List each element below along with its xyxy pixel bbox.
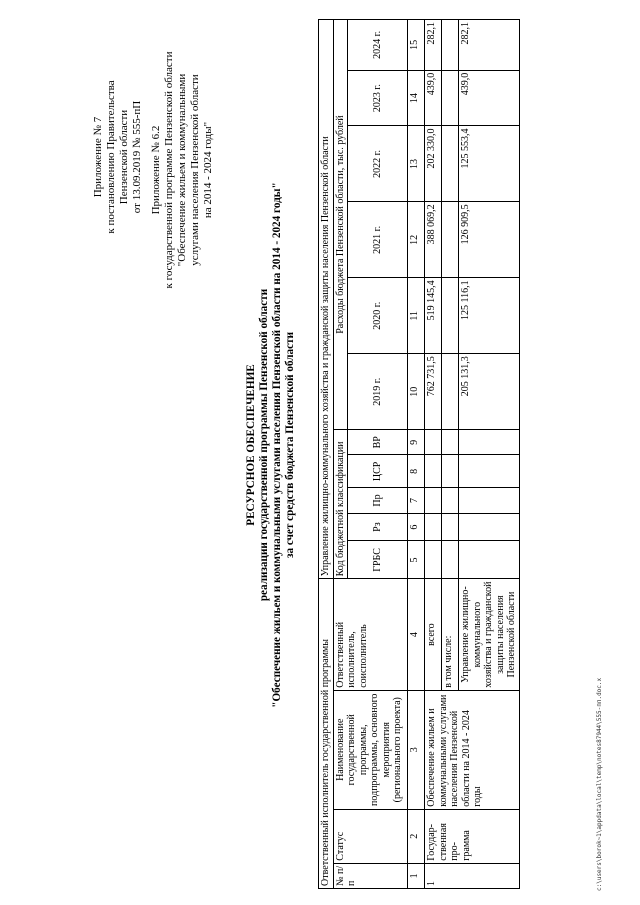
header-year: 2019 г. — [348, 354, 408, 430]
empty-cell — [442, 455, 459, 488]
resp-exec-value: Управление жилищно-коммунального хозяйства и гражданской защиты населения Пензенской области — [319, 20, 334, 579]
empty-cell — [442, 20, 459, 71]
title-line: реализации государственной программы Пензенской области — [258, 288, 270, 602]
column-number: 13 — [408, 126, 425, 202]
program-appendix-header — [150, 35, 215, 305]
column-number: 3 — [408, 690, 425, 809]
column-number: 14 — [408, 70, 425, 126]
header-year: 2021 г. — [348, 202, 408, 278]
empty-cell — [442, 126, 459, 202]
header-year: 2022 г. — [348, 126, 408, 202]
header-status: Статус — [333, 809, 408, 863]
row-number: 1 — [425, 863, 520, 888]
header-code-col: Рз — [348, 513, 408, 541]
column-number: 6 — [408, 513, 425, 541]
title-line: РЕСУРСНОЕ ОБЕСПЕЧЕНИЕ — [245, 364, 257, 526]
column-number: 5 — [408, 541, 425, 579]
header-code-col: Пр — [348, 488, 408, 513]
appendix-line: услугами населения Пензенской области — [189, 74, 201, 266]
empty-cell — [459, 455, 520, 488]
header-name: Наименование государственной программы, подпрограммы, основного мероприятия (регионального проекта) — [333, 690, 408, 809]
appendix-line: к государственной программе Пензенской области — [163, 51, 175, 289]
executor-value: 439,0 — [459, 70, 520, 126]
executor-value: 125 553,4 — [459, 126, 520, 202]
empty-cell — [459, 541, 520, 579]
empty-cell — [459, 488, 520, 513]
document-title — [245, 45, 297, 845]
header-code-col: ВР — [348, 430, 408, 455]
header-budget-code: Код бюджетной классификации — [333, 430, 348, 579]
empty-cell — [442, 354, 459, 430]
footer-file-path: c:\users\borok~1\appdata\local\temp\notes87944\555-пп.doc.x — [596, 677, 603, 891]
empty-cell — [425, 541, 442, 579]
resp-exec-label: Ответственный исполнитель государственной программы — [319, 579, 334, 889]
empty-cell — [459, 430, 520, 455]
appendix-line: "Обеспечение жильем и коммунальными — [176, 73, 188, 267]
column-number: 4 — [408, 579, 425, 690]
resource-table — [318, 19, 520, 889]
executor-value: 125 116,1 — [459, 278, 520, 354]
column-number: 1 — [408, 863, 425, 888]
column-number: 8 — [408, 455, 425, 488]
total-value: 519 145,4 — [425, 278, 442, 354]
row-program-name: Обеспечение жильем и коммунальными услугами населения Пензенской области на 2014 - 2024 годы — [425, 690, 520, 809]
column-number: 15 — [408, 20, 425, 71]
appendix-line: на 2014 - 2024 годы" — [202, 121, 214, 219]
empty-cell — [442, 430, 459, 455]
empty-cell — [459, 513, 520, 541]
header-year: 2020 г. — [348, 278, 408, 354]
header-year: 2024 г. — [348, 20, 408, 71]
appendix-line: Приложение № 7 — [92, 116, 104, 198]
column-number: 9 — [408, 430, 425, 455]
title-line: за счет средств бюджета Пензенской области — [284, 331, 296, 559]
header-year: 2023 г. — [348, 70, 408, 126]
executor-value: 282,1 — [459, 20, 520, 71]
appendix-line: к постановлению Правительства — [105, 80, 117, 234]
empty-cell — [425, 513, 442, 541]
column-number: 11 — [408, 278, 425, 354]
empty-cell — [425, 430, 442, 455]
header-code-col: ЦСР — [348, 455, 408, 488]
column-number: 12 — [408, 202, 425, 278]
empty-cell — [425, 488, 442, 513]
executor-label: Управление жилищно-коммунального хозяйства и гражданской защиты населения Пензенской области — [459, 579, 520, 690]
total-value: 439,0 — [425, 70, 442, 126]
total-value: 388 069,2 — [425, 202, 442, 278]
empty-cell — [442, 513, 459, 541]
appendix-line: Приложение № 6.2 — [150, 125, 162, 215]
appendix-line: от 13.09.2019 № 555-пП — [131, 100, 143, 214]
total-value: 202 330,0 — [425, 126, 442, 202]
column-number: 10 — [408, 354, 425, 430]
column-number: 2 — [408, 809, 425, 863]
header-executor: Ответственный исполнитель, соисполнитель — [333, 579, 408, 690]
table-row-total — [425, 20, 442, 889]
executor-value: 126 909,5 — [459, 202, 520, 278]
appendix-line: Пензенской области — [118, 109, 130, 205]
total-value: 762 731,5 — [425, 354, 442, 430]
row-status: Государ-ственная про-грамма — [425, 809, 520, 863]
empty-cell — [442, 202, 459, 278]
executor-value: 205 131,3 — [459, 354, 520, 430]
column-number: 7 — [408, 488, 425, 513]
including-label: в том числе: — [442, 579, 459, 690]
appendix-header — [92, 42, 144, 272]
empty-cell — [442, 488, 459, 513]
header-num: № п/п — [333, 863, 408, 888]
total-value: 282,1 — [425, 20, 442, 71]
total-label: всего — [425, 579, 442, 690]
column-number-row — [408, 20, 425, 889]
header-code-col: ГРБС — [348, 541, 408, 579]
empty-cell — [442, 541, 459, 579]
empty-cell — [442, 278, 459, 354]
header-expenses: Расходы бюджета Пензенской области, тыс. рублей — [333, 20, 348, 430]
empty-cell — [425, 455, 442, 488]
title-line: "Обеспечение жильем и коммунальными услугами населения Пензенской области на 2014 - 2024 годы" — [271, 182, 283, 708]
empty-cell — [442, 70, 459, 126]
